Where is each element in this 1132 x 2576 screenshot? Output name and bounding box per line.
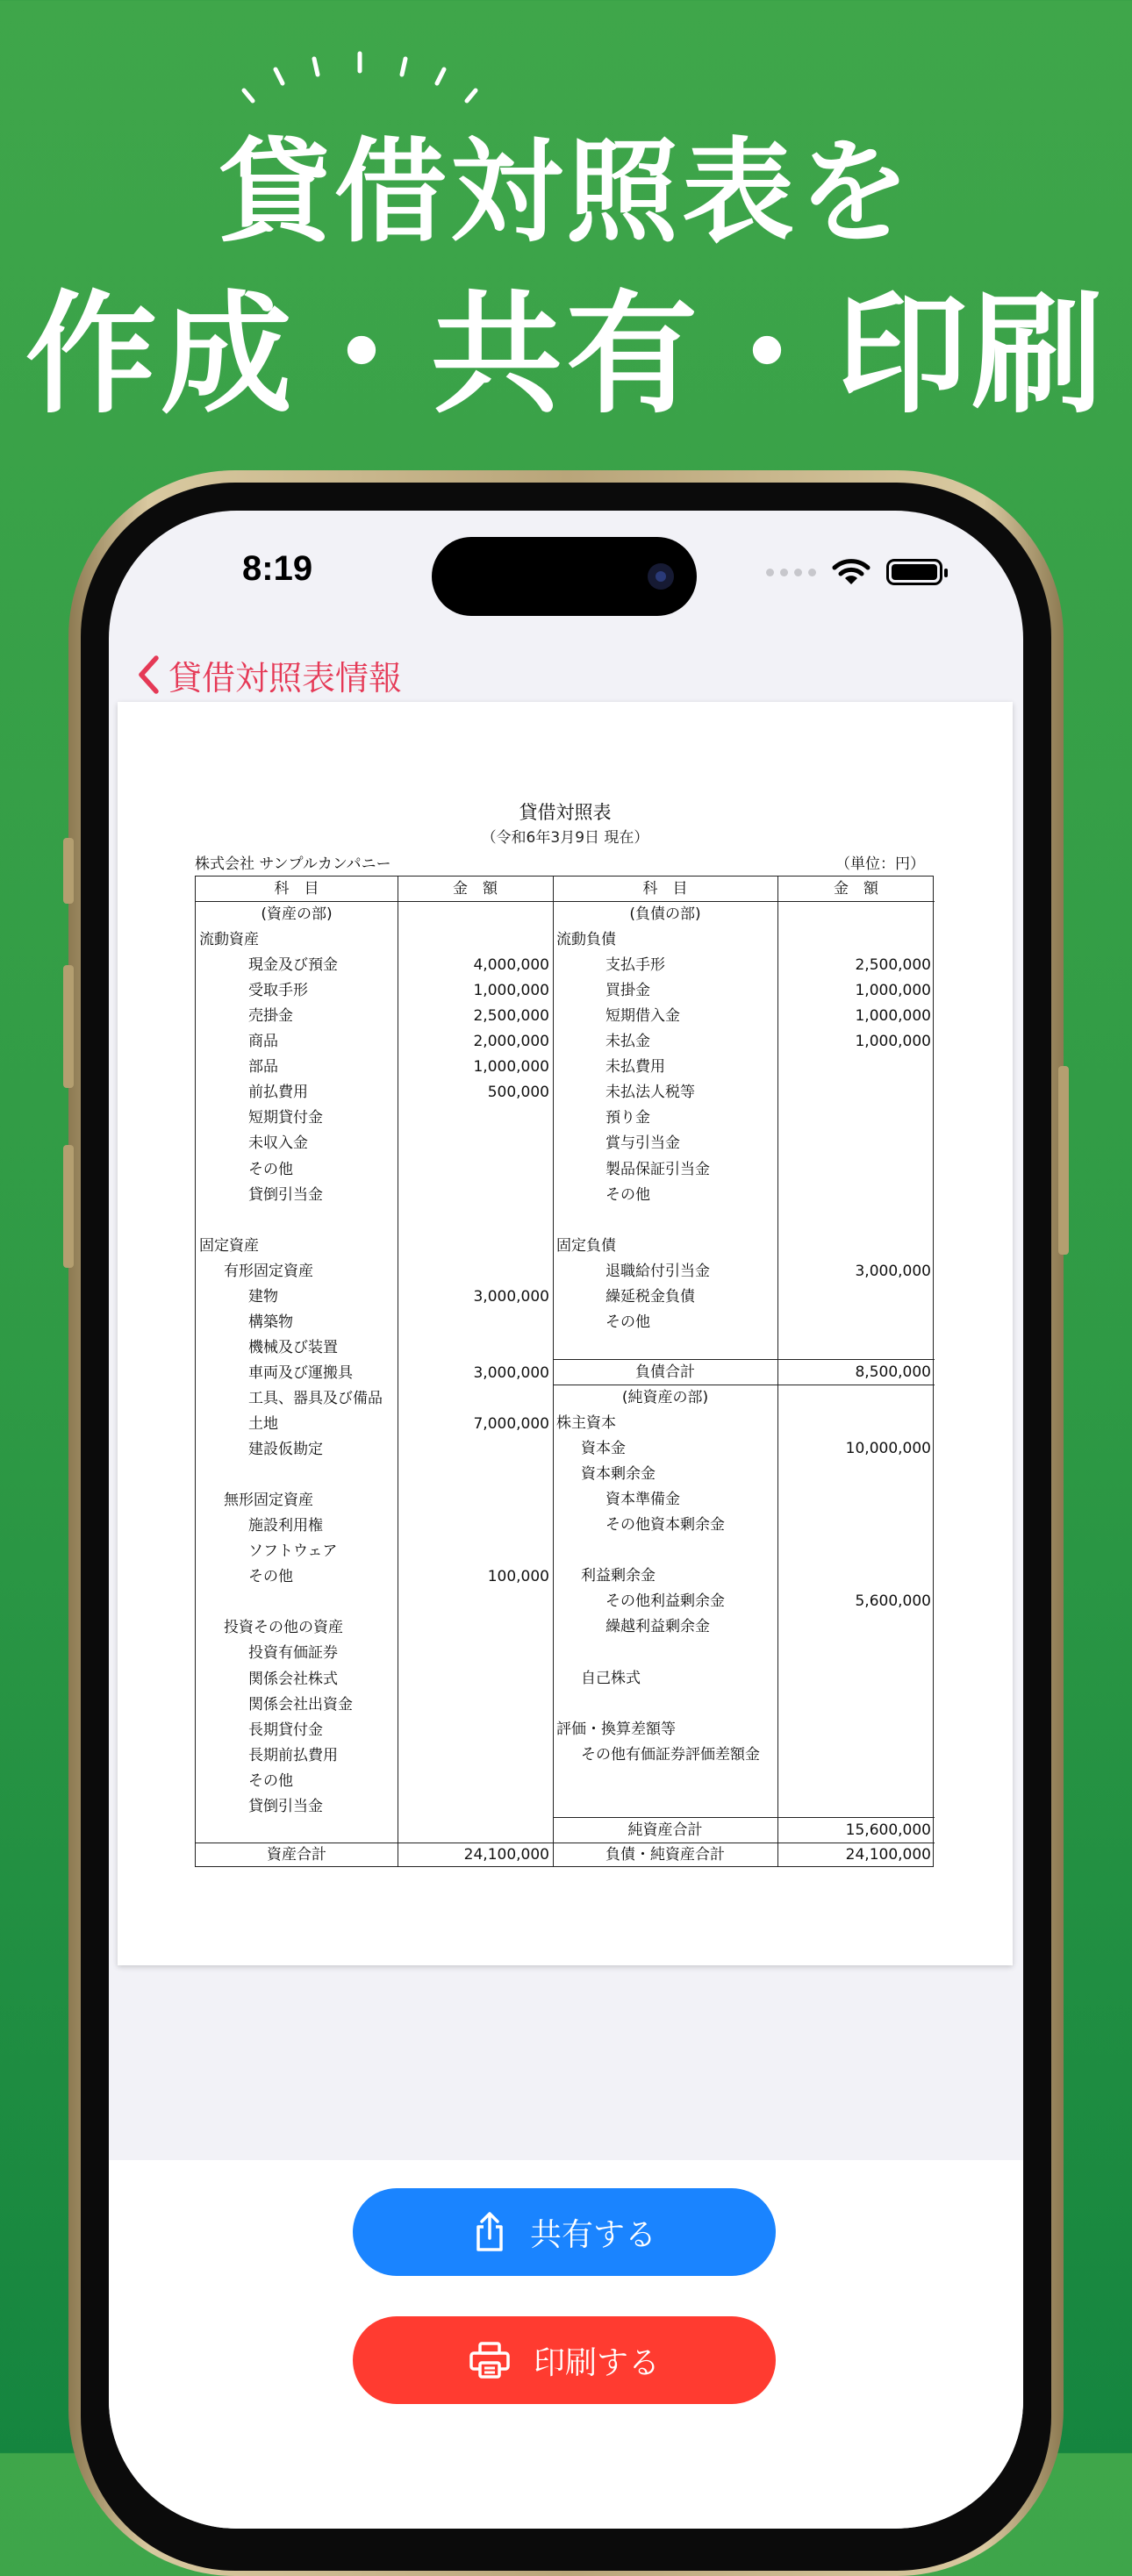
asset-item-amount: 3,000,000: [473, 1363, 549, 1382]
asset-item-label: 車両及び運搬具: [248, 1363, 353, 1382]
header-liabilities-subject: 科 目: [642, 880, 688, 898]
liability-item-label: (負債の部): [629, 905, 701, 923]
power-button: [1058, 1066, 1069, 1255]
liability-item-label: その他: [605, 1185, 650, 1204]
liability-item-label: 流動負債: [556, 931, 616, 949]
company-name: 株式会社 サンプルカンパニー: [195, 855, 391, 873]
print-button[interactable]: [353, 2316, 776, 2404]
equity-item-amount: 5,600,000: [855, 1592, 931, 1611]
asset-item-amount: 2,000,000: [473, 1033, 549, 1051]
equity-total-amount: 15,600,000: [845, 1821, 931, 1839]
assets-total-amount: 24,100,000: [463, 1846, 549, 1864]
back-button[interactable]: [133, 644, 402, 705]
asset-item-label: 長期前払費用: [248, 1746, 338, 1764]
equity-item-label: その他資本剰余金: [605, 1516, 725, 1535]
front-camera-icon: [648, 563, 674, 590]
asset-item-amount: 500,000: [487, 1084, 549, 1102]
phone-screen: [109, 511, 1023, 2529]
assets-total-label: 資産合計: [267, 1846, 326, 1864]
asset-item-label: 受取手形: [248, 982, 308, 1000]
equity-item-label: その他有価証券評価差額金: [581, 1745, 760, 1764]
asset-item-label: その他: [248, 1160, 293, 1178]
asset-item-label: 短期貸付金: [248, 1109, 323, 1127]
asset-item-label: 商品: [248, 1033, 278, 1051]
action-button: [63, 838, 74, 904]
liability-item-label: 固定負債: [556, 1236, 616, 1255]
header-liabilities-amount: 金 額: [834, 880, 878, 898]
battery-icon: [886, 559, 942, 585]
document-date: （令和6年3月9日 現在）: [481, 829, 649, 847]
share-icon: [472, 2211, 507, 2253]
unit-label: （単位：円）: [835, 855, 925, 873]
share-button[interactable]: [353, 2188, 776, 2276]
asset-item-label: 流動資産: [199, 931, 259, 949]
asset-item-label: 関係会社株式: [248, 1670, 338, 1688]
wifi-icon: [832, 557, 870, 587]
asset-item-label: 貸倒引当金: [248, 1797, 323, 1815]
dynamic-island: [432, 537, 697, 616]
equity-item-label: 資本準備金: [605, 1491, 680, 1509]
liability-item-label: 繰延税金負債: [605, 1287, 695, 1306]
balance-sheet-document: [118, 702, 1013, 1965]
status-time: 8:19: [242, 549, 313, 588]
asset-item-label: ソフトウェア: [248, 1542, 338, 1561]
asset-item-amount: 1,000,000: [473, 1058, 549, 1077]
equity-item-label: 資本金: [581, 1440, 626, 1458]
asset-item-label: 土地: [248, 1415, 278, 1433]
asset-item-label: 施設利用権: [248, 1517, 323, 1535]
liability-item-label: 支払手形: [605, 956, 665, 975]
asset-item-label: 固定資産: [199, 1236, 259, 1255]
asset-item-label: (資産の部): [261, 905, 333, 923]
grand-total-amount: 24,100,000: [845, 1846, 931, 1864]
asset-item-label: 未収入金: [248, 1134, 308, 1153]
liability-item-label: 買掛金: [605, 982, 650, 1000]
liability-item-label: 未払費用: [605, 1058, 665, 1077]
liability-item-label: 賞与引当金: [605, 1134, 680, 1153]
asset-item-label: 無形固定資産: [224, 1492, 313, 1510]
asset-item-label: 現金及び預金: [248, 956, 338, 975]
back-button-label: 貸借対照表情報: [168, 658, 403, 698]
balance-sheet-table: [195, 876, 934, 1867]
asset-item-amount: 4,000,000: [473, 956, 549, 975]
liability-item-label: 短期借入金: [605, 1007, 680, 1026]
headline-line-1: 貸借対照表を: [218, 127, 913, 258]
asset-item-label: 売掛金: [248, 1007, 293, 1026]
equity-total-label: 純資産合計: [627, 1821, 703, 1839]
liability-item-amount: 2,500,000: [855, 956, 931, 975]
printer-icon: [469, 2341, 511, 2379]
liability-item-label: 未払金: [605, 1033, 650, 1051]
equity-item-amount: 10,000,000: [845, 1440, 931, 1458]
asset-item-label: 建設仮勘定: [248, 1441, 323, 1459]
asset-item-label: 構築物: [248, 1313, 293, 1331]
header-assets-amount: 金 額: [453, 880, 498, 898]
grand-total-label: 負債・純資産合計: [605, 1846, 725, 1864]
share-button-label: 共有する: [529, 2216, 656, 2253]
liability-item-amount: 1,000,000: [855, 1007, 931, 1026]
equity-item-label: (純資産の部): [621, 1389, 709, 1406]
liability-item-label: その他: [605, 1313, 650, 1331]
asset-item-label: その他: [248, 1568, 293, 1586]
asset-item-label: 長期貸付金: [248, 1721, 323, 1739]
equity-item-label: 資本剰余金: [581, 1465, 656, 1484]
liability-item-label: 未払法人税等: [605, 1084, 695, 1102]
liability-item-label: 製品保証引当金: [605, 1160, 710, 1178]
equity-item-label: その他利益剰余金: [605, 1592, 725, 1611]
asset-item-label: 機械及び装置: [248, 1338, 338, 1356]
asset-item-label: 工具、器具及び備品: [248, 1389, 383, 1407]
volume-down-button: [63, 1145, 74, 1268]
asset-item-label: 関係会社出資金: [248, 1695, 353, 1714]
chevron-left-icon: [133, 653, 163, 697]
headline-line-2: 作成・共有・印刷: [25, 279, 1107, 432]
status-icons: [766, 555, 942, 590]
asset-item-amount: 2,500,000: [473, 1007, 549, 1026]
action-bar: [109, 2160, 1023, 2529]
cellular-signal-icon: [766, 569, 816, 576]
equity-item-label: 繰越利益剰余金: [605, 1618, 710, 1636]
liability-item-label: 退職給付引当金: [605, 1262, 710, 1280]
asset-item-amount: 100,000: [487, 1568, 549, 1586]
liability-item-amount: 1,000,000: [855, 982, 931, 1000]
asset-item-label: 貸倒引当金: [248, 1185, 323, 1204]
liability-item-label: 預り金: [605, 1109, 650, 1127]
volume-up-button: [63, 965, 74, 1088]
liabilities-total-amount: 8,500,000: [855, 1363, 931, 1381]
asset-item-label: その他: [248, 1771, 293, 1790]
liability-item-amount: 1,000,000: [855, 1033, 931, 1051]
liability-item-amount: 3,000,000: [855, 1262, 931, 1280]
asset-item-amount: 7,000,000: [473, 1415, 549, 1433]
asset-item-amount: 3,000,000: [473, 1287, 549, 1306]
equity-item-label: 評価・換算差額等: [556, 1720, 676, 1738]
asset-item-label: 建物: [248, 1287, 278, 1306]
asset-item-label: 部品: [248, 1058, 278, 1077]
asset-item-label: 投資その他の資産: [224, 1619, 343, 1637]
equity-item-label: 利益剰余金: [581, 1567, 656, 1585]
asset-item-label: 有形固定資産: [224, 1262, 313, 1280]
liabilities-total-label: 負債合計: [635, 1363, 695, 1381]
equity-item-label: 自己株式: [581, 1669, 641, 1687]
document-title: 貸借対照表: [519, 802, 612, 823]
sparkle-rays-icon: [237, 48, 483, 118]
print-button-label: 印刷する: [533, 2344, 660, 2381]
header-assets-subject: 科 目: [274, 880, 319, 898]
equity-item-label: 株主資本: [556, 1414, 616, 1433]
asset-item-label: 前払費用: [248, 1084, 308, 1102]
asset-item-label: 投資有価証券: [248, 1644, 338, 1663]
asset-item-amount: 1,000,000: [473, 982, 549, 1000]
